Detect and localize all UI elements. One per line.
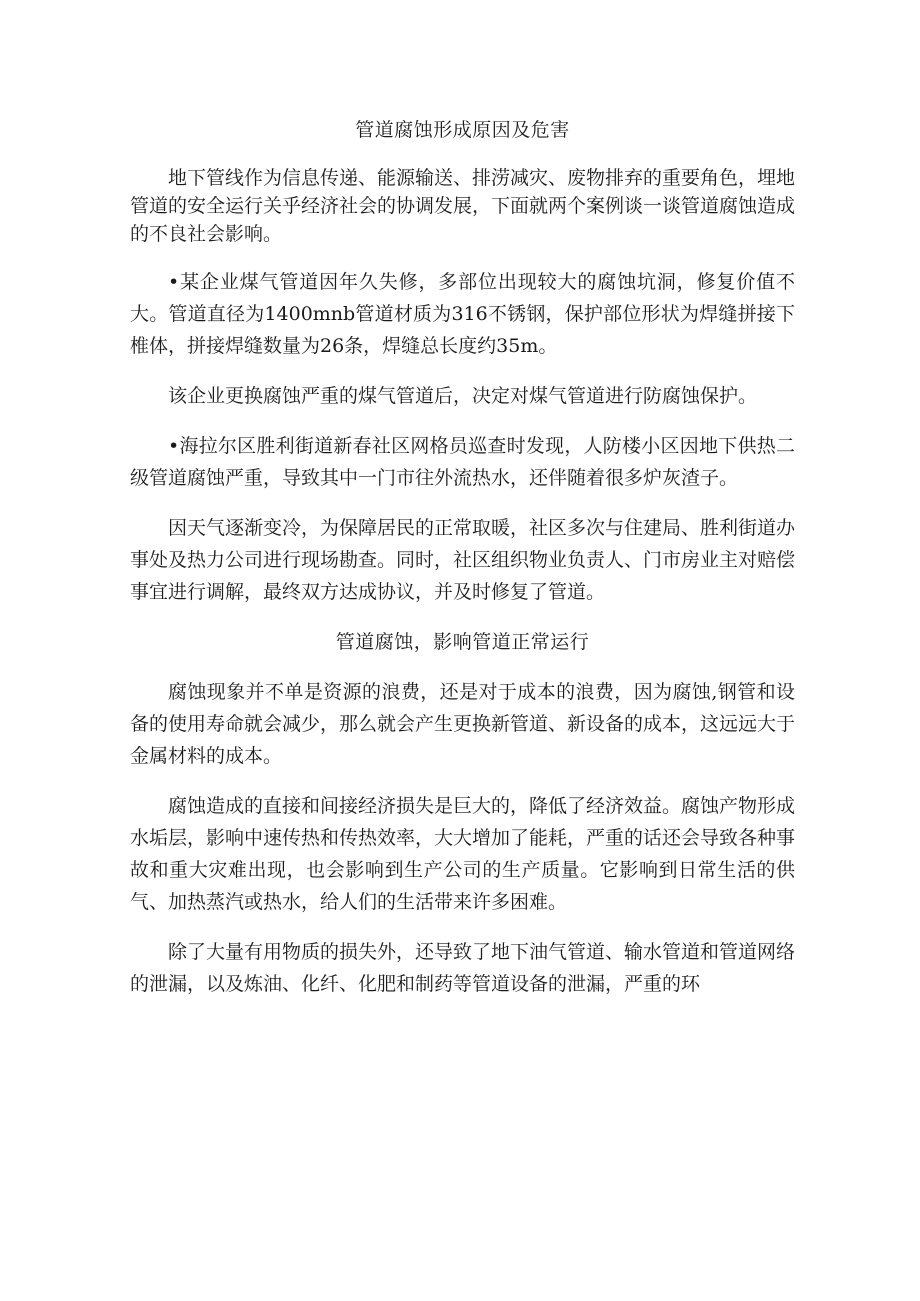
economic-loss-paragraph: 腐蚀造成的直接和间接经济损失是巨大的，降低了经济效益。腐蚀产物形成水垢层，影响中速传热和传热效率，大大增加了能耗，严重的话还会导致各种事故和重大灾难出现，也会影响到生产公司的生产质量。它影响到日常生活的供气、加热蒸汽或热水，给人们的生活带来许多困难。	[130, 795, 796, 913]
case-one-paragraph: •某企业煤气管道因年久失修，多部位出现较大的腐蚀坑洞，修复价值不大。管道直径为1400mnb管道材质为316不锈钢，保护部位形状为焊缝拼接下椎体，拼接焊缝数量为26条，焊缝总长度约35m。	[130, 271, 795, 357]
case-two-followup-paragraph: 因天气逐渐变冷，为保障居民的正常取暖，社区多次与住建局、胜利街道办事处及热力公司进行现场勘查。同时，社区组织物业负责人、门市房业主对赔偿事宜进行调解，最终双方达成协议，并及时修复了管道。	[130, 517, 796, 603]
case-one-followup-paragraph: 该企业更换腐蚀严重的煤气管道后，决定对煤气管道进行防腐蚀保护。	[168, 385, 758, 407]
case-two-paragraph: •海拉尔区胜利街道新春社区网格员巡查时发现，人防楼小区因地下供热二级管道腐蚀严重，导致其中一门市往外流热水，还伴随着很多炉灰渣子。	[130, 435, 795, 489]
cost-paragraph: 腐蚀现象并不单是资源的浪费，还是对于成本的浪费，因为腐蚀,钢管和设备的使用寿命就会减少，那么就会产生更换新管道、新设备的成本，这远远大于金属材料的成本。	[130, 681, 796, 767]
document-title: 管道腐蚀形成原因及危害	[355, 119, 570, 141]
section-subtitle: 管道腐蚀，影响管道正常运行	[335, 631, 590, 653]
document-body	[130, 114, 795, 1018]
intro-paragraph: 地下管线作为信息传递、能源输送、排涝减灾、废物排弃的重要角色，埋地管道的安全运行关乎经济社会的协调发展，下面就两个案例谈一谈管道腐蚀造成的不良社会影响。	[130, 167, 796, 245]
leakage-paragraph: 除了大量有用物质的损失外，还导致了地下油气管道、输水管道和管道网络的泄漏，以及炼油、化纤、化肥和制药等管道设备的泄漏，严重的环	[130, 941, 796, 995]
